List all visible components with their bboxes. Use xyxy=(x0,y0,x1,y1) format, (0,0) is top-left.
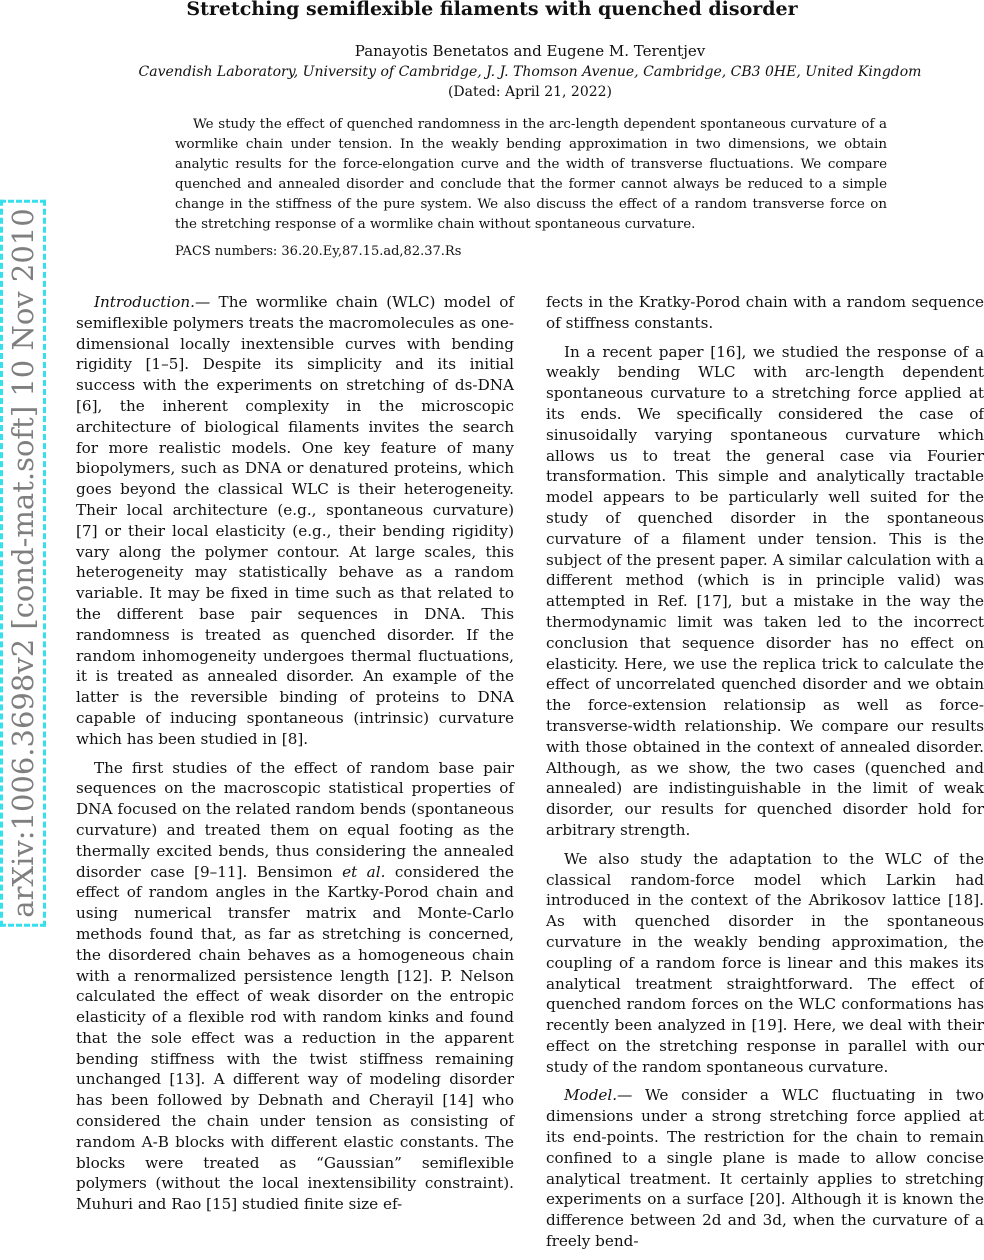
intro-paragraph-1 xyxy=(76,292,514,750)
model-paragraph xyxy=(546,1085,984,1251)
intro-paragraph-2-text-b: considered the effect of random angles in the Kartky-Porod chain and using numerical transfer matrix and Monte-Carlo methods found that, as far as stretching is concerned, the disordered chain behaves as a homogeneous chain with a renormalized persistence length [12]. P. Nelson calculated the effect of weak disorder on the entropic elasticity of a flexible rod with random kinks and found that the sole effect was a reduction in the apparent bending stiffness with the twist stiffness remaining unchanged [13]. A different way of modeling disorder has been followed by Debnath and Cherayil [14] who considered the chain under tension as consisting of random A-B blocks with different elastic constants. The blocks were treated as “Gaussian” semiflexible polymers (without the local inextensibility constraint). Muhuri and Rao [15] studied finite size ef- xyxy=(76,862,514,1214)
intro-paragraph-2 xyxy=(76,758,514,1216)
intro-paragraph-2-text-a: The first studies of the effect of random base pair sequences on the macroscopic statistical properties of DNA focused on the related random bends (spontaneous curvature) and treated them on equal footing as the thermally excited bends, thus considering the annealed disorder case [9–11]. Bensimon xyxy=(76,758,514,881)
random-force-paragraph: We also study the adaptation to the WLC of the classical random-force model which Larkin had introduced in the context of the Abrikosov lattice [18]. As with quenched disorder in the spontaneous curvature in the weakly bending approximation, the coupling of a random force is linear and this makes its analytical treatment straightforward. The effect of quenched random forces on the WLC conformations has recently been analyzed in [19]. Here, we deal with their effect on the stretching response in parallel with our study of the random spontaneous curvature. xyxy=(546,849,984,1076)
paper-title: Stretching semiflexible filaments with quenched disorder xyxy=(186,0,798,20)
et-al-italic: et al. xyxy=(342,862,386,881)
model-heading: Model.— xyxy=(564,1086,633,1105)
intro-heading: Introduction.— xyxy=(94,293,211,311)
paper-authors: Panayotis Benetatos and Eugene M. Terentjev xyxy=(354,42,706,60)
arxiv-identifier: arXiv:1006.3698v2 [cond-mat.soft] 10 Nov 2010 xyxy=(0,199,46,926)
paper-affiliation: Cavendish Laboratory, University of Cambridge, J. J. Thomson Avenue, Cambridge, CB3 0HE, United Kingdom xyxy=(138,64,922,80)
intro-paragraph-1-text: The wormlike chain (WLC) model of semiflexible polymers treats the macromolecules as one-dimensional locally inextensible curves with bending rigidity [1–5]. Despite its simplicity and its initial success with the experiments on stretching of ds-DNA [6], the inherent complexity in the microscopic architecture of biological filaments invites the search for more realistic models. One key feature of many biopolymers, such as DNA or denatured proteins, which goes beyond the classical WLC is their heterogeneity. Their local architecture (e.g., spontaneous curvature) [7] or their local elasticity (e.g., their bending rigidity) vary along the polymer contour. At large scales, this heterogeneity may statistically behave as a random variable. It may be fixed in time such as that related to the different base pair sequences in DNA. This randomness is treated as quenched disorder. If the random inhomogeneity undergoes thermal fluctuations, it is treated as annealed disorder. An example of the latter is the reversible binding of proteins to DNA capable of inducing spontaneous (intrinsic) curvature which has been studied in [8]. xyxy=(76,293,514,748)
arxiv-stamp-container xyxy=(0,205,46,920)
pacs-numbers: PACS numbers: 36.20.Ey,87.15.ad,82.37.Rs xyxy=(175,244,462,259)
model-paragraph-text: We consider a WLC fluctuating in two dimensions under a strong stretching force applied at its end-points. The restriction for the chain to remain confined to a single plane is made to allow concise analytical treatment. It certainly applies to stretching experiments on a surface [20]. Although it is known the difference between 2d and 3d, when the curvature of a freely bend- xyxy=(546,1086,984,1251)
paper-date: (Dated: April 21, 2022) xyxy=(447,84,613,100)
left-column xyxy=(76,292,514,1223)
right-paragraph-continued: fects in the Kratky-Porod chain with a random sequence of stiffness constants. xyxy=(546,293,984,332)
right-column xyxy=(546,292,984,1260)
paper-abstract: We study the effect of quenched randomness in the arc-length dependent spontaneous curvature of a wormlike chain under tension. In the weakly bending approximation in two dimensions, we obtain analytic results for the force-elongation curve and the width of transverse fluctuations. We compare quenched and annealed disorder and conclude that the former cannot always be reduced to a simple change in the stiffness of the pure system. We also discuss the effect of a random transverse force on the stretching response of a wormlike chain without spontaneous curvature. xyxy=(175,117,887,232)
recent-paper-paragraph: In a recent paper [16], we studied the response of a weakly bending WLC with arc-length dependent spontaneous curvature to a stretching force applied at its ends. We specifically considered the case of sinusoidally varying spontaneous curvature which allows us to treat the general case via Fourier transformation. This simple and analytically tractable model appears to be particularly well suited for the study of quenched disorder in the spontaneous curvature of a filament under tension. This is the subject of the present paper. A similar calculation with a different method (which is in principle valid) was attempted in Ref. [17], but a mistake in the way the thermodynamic limit was taken led to the incorrect conclusion that sequence disorder has no effect on elasticity. Here, we use the replica trick to calculate the effect of uncorrelated quenched disorder and we obtain the force-extension relationsip as well as force-transverse-width relationship. We compare our results with those obtained in the context of annealed disorder. Although, as we show, the two cases (quenched and annealed) are indistinguishable in the limit of weak disorder, our results for quenched disorder hold for arbitrary strength. xyxy=(546,342,984,839)
